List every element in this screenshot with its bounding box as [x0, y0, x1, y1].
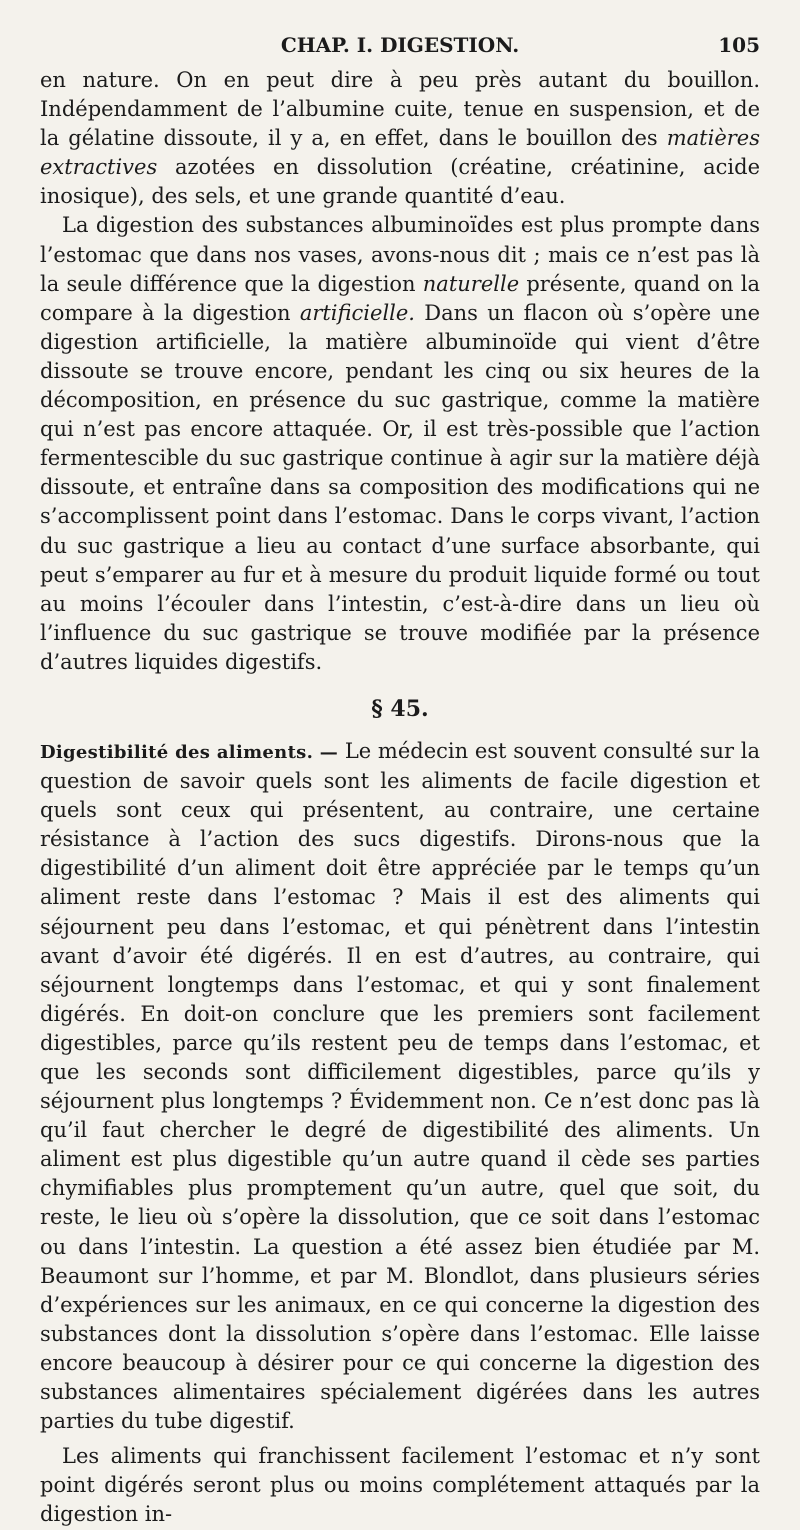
paragraph-2 — [40, 211, 760, 677]
paragraph-1 — [40, 66, 760, 211]
section-heading: § 45. — [371, 695, 429, 722]
paragraph-1-text: en nature. On en peut dire à peu près autant du bouillon. Indépendamment de l’albumine cuite, tenue en suspension, et de la gélatine dissoute, il y a, en effet, dans le bouillon des — [40, 68, 760, 151]
chapter-title: CHAP. I. DIGESTION. — [280, 33, 520, 57]
paragraph-3 — [40, 737, 760, 1436]
running-head — [40, 28, 760, 62]
section-run-in-title: Digestibilité des aliments. — — [40, 741, 339, 763]
paragraph-2-text-a: La digestion des substances albuminoïdes est plus prompte dans l’estomac que dans nos vases, avons-nous dit ; mais ce n’est pas là la seule différence que la digestion — [40, 213, 760, 296]
paragraph-2-emphasis-1: naturelle — [422, 271, 520, 296]
paragraph-4: Les aliments qui franchissent facilement l’estomac et n’y sont point digérés seront plus ou moins complétement attaqués par la digestion in- — [40, 1444, 760, 1527]
paragraph-3-text: Le médecin est souvent consulté sur la question de savoir quels sont les aliments de facile digestion et quels sont ceux qui présentent, au contraire, une certaine résistance à l’action des sucs digestifs. Dirons-nous que la digestibilité d’un aliment doit être appréciée par le temps qu’un aliment reste dans l’estomac ? Mais il est des aliments qui séjournent peu dans l’estomac, et qui pénètrent dans l’intestin avant d’avoir été digérés. Il en est d’autres, au contraire, qui séjournent longtemps dans l’estomac, et qui y sont finalement digérés. En doit-on conclure que les premiers sont facilement digestibles, parce qu’ils restent peu de temps dans l’estomac, et que les seconds sont difficilement digestibles, parce qu’ils y séjournent plus longtemps ? Évidemment non. Ce n’est donc pas là qu’il faut chercher le degré de digestibilité des aliments. Un aliment est plus digestible qu’un autre quand il cède ses parties chymifiables plus promptement qu’un autre, quel que soit, du reste, le lieu où s’opère la dissolution, que ce soit dans l’estomac ou dans l’intestin. La question a été assez bien étudiée par M. Beaumont sur l’homme, et par M. Blondlot, dans plusieurs séries d’expériences sur les animaux, en ce qui concerne la digestion des substances dont la dissolution s’opère dans l’estomac. Elle laisse encore beaucoup à désirer pour ce qui concerne la digestion des substances alimentaires spécialement digérées dans les autres parties du tube digestif. — [40, 738, 760, 1434]
page-number: 105 — [718, 33, 760, 57]
paragraph-1-emphasis: matières extractives — [40, 126, 760, 180]
paragraph-1-text-end: azotées en dissolution (créatine, créatinine, acide inosique), des sels, et une grande quantité d’eau. — [40, 155, 760, 209]
paragraph-2-text-c: Dans un flacon où s’opère une digestion artificielle, la matière albuminoïde qui vient d’être dissoute se trouve encore, pendant les cinq ou six heures de la décomposition, en présence du suc gastrique, comme la matière qui n’est pas encore attaquée. Or, il est très-possible que l’action fermentescible du suc gastrique continue à agir sur la matière déjà dissoute, et entraîne dans sa composition des modifications qui ne s’accomplissent point dans l’estomac. Dans le corps vivant, l’action du suc gastrique a lieu au contact d’une surface absorbante, qui peut s’emparer au fur et à mesure du produit liquide formé ou tout au moins l’écouler dans l’intestin, c’est-à-dire dans un lieu où l’influence du suc gastrique se trouve modifiée par la présence d’autres liquides digestifs. — [40, 300, 760, 674]
paragraph-2-emphasis-2: artificielle. — [299, 300, 415, 325]
paragraph-2-text-b: présente, quand on la compare à la digestion — [40, 271, 760, 325]
